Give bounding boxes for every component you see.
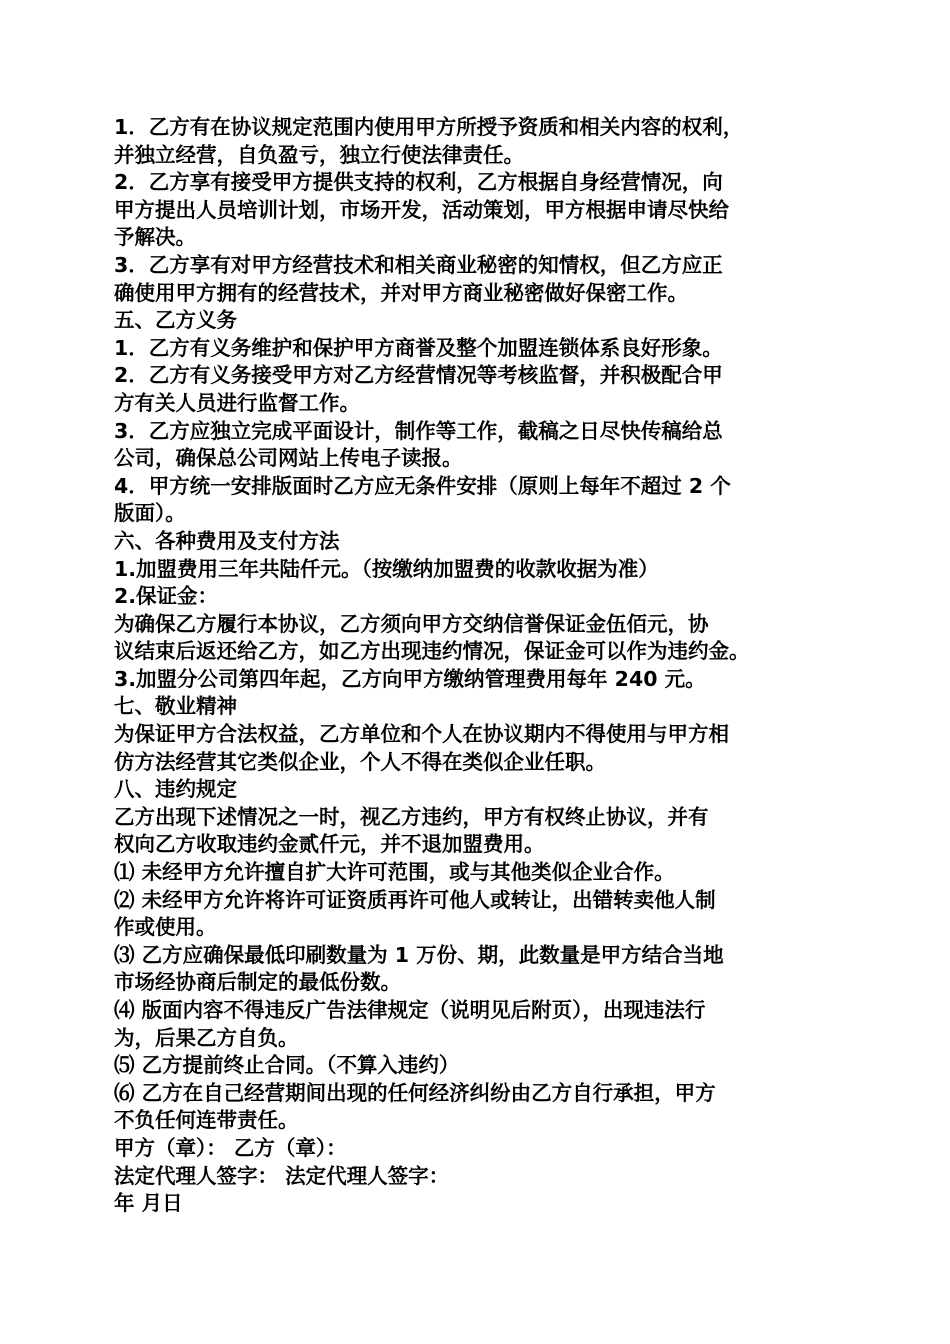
text-line: 仿方法经营其它类似企业，个人不得在类似企业任职。: [114, 749, 606, 774]
text-line: ⑹ 乙方在自己经营期间出现的任何经济纠纷由乙方自行承担，甲方: [114, 1080, 716, 1105]
text-line: 3．乙方享有对甲方经营技术和相关商业秘密的知情权，但乙方应正: [114, 252, 723, 277]
text-line: 甲方提出人员培训计划，市场开发，活动策划，甲方根据申请尽快给: [114, 197, 729, 222]
text-line: 议结束后返还给乙方，如乙方出现违约情况，保证金可以作为违约金。: [114, 639, 750, 664]
section-heading: 五、乙方义务: [114, 308, 237, 333]
text-line: 不负任何连带责任。: [114, 1108, 299, 1133]
text-line: ⑷ 版面内容不得违反广告法律规定（说明见后附页），出现违法行: [114, 998, 706, 1022]
text-line: ⑴ 未经甲方允许擅自扩大许可范围，或与其他类似企业合作。: [114, 860, 675, 885]
section-heading: 八、违约规定: [114, 777, 237, 802]
text-line: ⑵ 未经甲方允许将许可证资质再许可他人或转让，出错转卖他人制: [114, 887, 716, 912]
section-heading: 七、敬业精神: [114, 694, 237, 719]
text-line: 2．乙方享有接受甲方提供支持的权利，乙方根据自身经营情况，向: [114, 170, 723, 195]
text-line: 并独立经营，自负盈亏，独立行使法律责任。: [114, 142, 524, 167]
section-heading: 六、各种费用及支付方法: [114, 528, 340, 553]
date-line: 年 月日: [114, 1191, 183, 1216]
text-line: ⑸ 乙方提前终止合同。（不算入违约）: [114, 1053, 460, 1078]
text-line: ⑶ 乙方应确保最低印刷数量为 1 万份、期，此数量是甲方结合当地: [114, 942, 724, 967]
text-line: 版面）。: [114, 501, 186, 526]
text-line: 市场经协商后制定的最低份数。: [114, 970, 401, 995]
signature-line: 甲方（章）： 乙方（章）：: [114, 1135, 347, 1160]
signature-line: 法定代理人签字： 法定代理人签字：: [114, 1163, 450, 1188]
text-line: 1．乙方有义务维护和保护甲方商誉及整个加盟连锁体系良好形象。: [114, 335, 723, 360]
text-line: 1．乙方有在协议规定范围内使用甲方所授予资质和相关内容的权利，: [114, 115, 744, 139]
text-line: 予解决。: [114, 225, 196, 250]
text-line: 为确保乙方履行本协议，乙方须向甲方交纳信誉保证金伍佰元，协: [114, 611, 709, 636]
text-line: 乙方出现下述情况之一时，视乙方违约，甲方有权终止协议，并有: [114, 804, 709, 829]
text-line: 方有关人员进行监督工作。: [114, 390, 360, 415]
text-line: 2.保证金：: [114, 584, 219, 609]
text-line: 权向乙方收取违约金贰仟元，并不退加盟费用。: [114, 832, 545, 857]
text-line: 确使用甲方拥有的经营技术，并对甲方商业秘密做好保密工作。: [114, 280, 688, 305]
text-line: 2．乙方有义务接受甲方对乙方经营情况等考核监督，并积极配合甲: [114, 363, 723, 388]
text-line: 3．乙方应独立完成平面设计，制作等工作，截稿之日尽快传稿给总: [114, 418, 723, 443]
text-line: 作或使用。: [114, 915, 217, 940]
document-body: [114, 114, 844, 1218]
text-line: 公司，确保总公司网站上传电子读报。: [114, 446, 463, 471]
text-line: 为保证甲方合法权益，乙方单位和个人在协议期内不得使用与甲方相: [114, 722, 729, 747]
text-line: 1.加盟费用三年共陆仟元。（按缴纳加盟费的收款收据为准）: [114, 556, 659, 581]
text-line: 为，后果乙方自负。: [114, 1025, 299, 1050]
text-line: 3.加盟分公司第四年起，乙方向甲方缴纳管理费用每年 240 元。: [114, 666, 706, 691]
text-line: 4．甲方统一安排版面时乙方应无条件安排（原则上每年不超过 2 个: [114, 473, 731, 498]
